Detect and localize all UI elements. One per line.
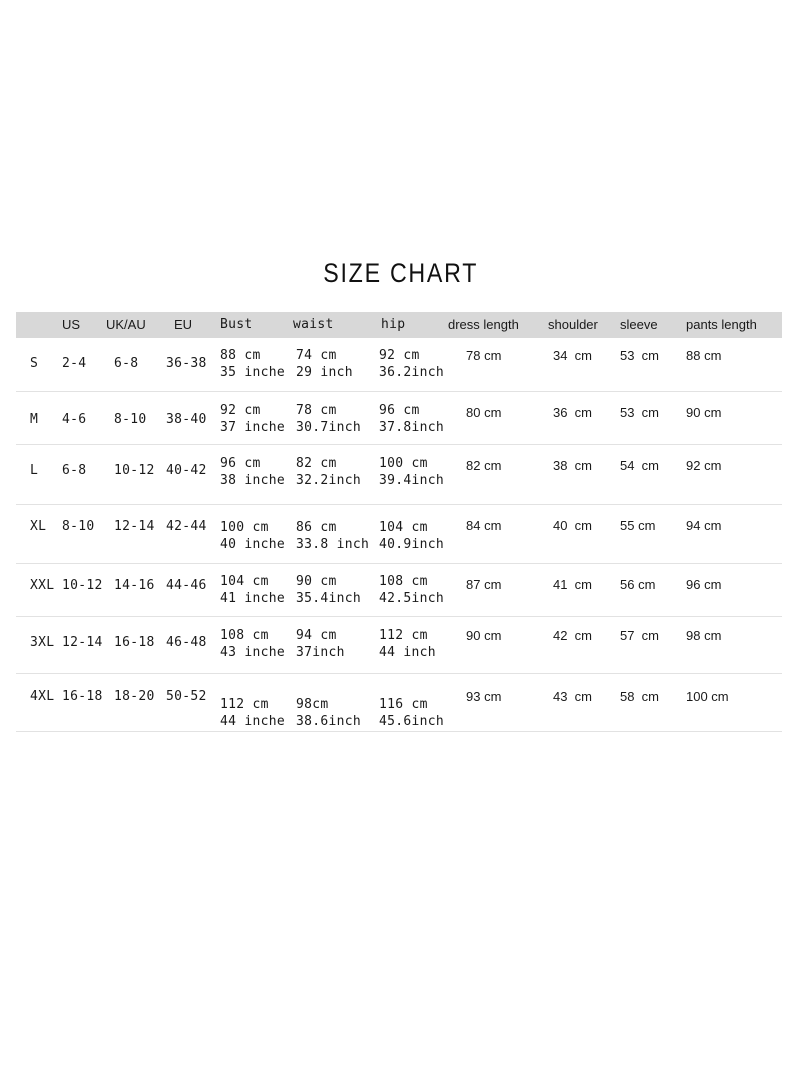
waist-inch-cell: 30.7inch — [296, 420, 362, 435]
bust-cm-cell: 88 cm — [220, 348, 261, 363]
bust-cm-cell: 104 cm — [220, 574, 269, 589]
eu-size-cell: 46-48 — [166, 635, 207, 650]
ukau-size-cell: 16-18 — [114, 635, 155, 650]
dress-length-cell: 93 cm — [466, 689, 502, 704]
bust-inch-cell: 40 inche — [220, 537, 286, 552]
bust-cm-cell: 108 cm — [220, 628, 269, 643]
eu-size-cell: 44-46 — [166, 578, 207, 593]
sleeve-cell: 56 cm — [620, 577, 656, 592]
eu-size-cell: 38-40 — [166, 412, 207, 427]
table-row — [16, 564, 782, 617]
ukau-size-cell: 18-20 — [114, 689, 155, 704]
us-size-cell: 12-14 — [62, 635, 103, 650]
pants-length-cell: 96 cm — [686, 577, 722, 592]
size-label-cell: 4XL — [30, 689, 55, 704]
dress-length-cell: 78 cm — [466, 348, 502, 363]
waist-cm-cell: 94 cm — [296, 628, 337, 643]
hip-inch-cell: 40.9inch — [379, 537, 445, 552]
waist-cm-cell: 98cm — [296, 697, 329, 712]
hip-inch-cell: 37.8inch — [379, 420, 445, 435]
waist-cm-cell: 78 cm — [296, 403, 337, 418]
hip-cm-cell: 108 cm — [379, 574, 428, 589]
table-header-row — [16, 312, 782, 338]
waist-inch-cell: 37inch — [296, 645, 345, 660]
us-size-cell: 8-10 — [62, 519, 95, 534]
bust-inch-cell: 37 inche — [220, 420, 286, 435]
shoulder-cell: 34 cm — [553, 348, 593, 363]
pants-length-cell: 98 cm — [686, 628, 722, 643]
bust-cm-cell: 92 cm — [220, 403, 261, 418]
size-chart-table — [16, 312, 782, 732]
dress-length-cell: 87 cm — [466, 577, 502, 592]
waist-inch-cell: 38.6inch — [296, 714, 362, 729]
sleeve-cell: 53 cm — [620, 405, 660, 420]
page-title: SIZE CHART — [323, 258, 479, 288]
hip-cm-cell: 104 cm — [379, 520, 428, 535]
shoulder-cell: 43 cm — [553, 689, 593, 704]
table-row — [16, 674, 782, 732]
table-row — [16, 505, 782, 564]
size-label-cell: XXL — [30, 578, 55, 593]
bust-inch-cell: 43 inche — [220, 645, 286, 660]
dress-length-column-header: dress length — [448, 317, 519, 332]
pants-length-cell: 92 cm — [686, 458, 722, 473]
dress-length-cell: 80 cm — [466, 405, 502, 420]
ukau-size-cell: 6-8 — [114, 356, 139, 371]
table-row — [16, 617, 782, 674]
us-size-cell: 6-8 — [62, 463, 87, 478]
waist-cm-cell: 86 cm — [296, 520, 337, 535]
hip-cm-cell: 96 cm — [379, 403, 420, 418]
ukau-size-cell: 8-10 — [114, 412, 147, 427]
sleeve-cell: 55 cm — [620, 518, 656, 533]
bust-inch-cell: 38 inche — [220, 473, 286, 488]
dress-length-cell: 82 cm — [466, 458, 502, 473]
sleeve-cell: 57 cm — [620, 628, 660, 643]
waist-inch-cell: 32.2inch — [296, 473, 362, 488]
bust-inch-cell: 41 inche — [220, 591, 286, 606]
hip-cm-cell: 100 cm — [379, 456, 428, 471]
row-divider — [16, 731, 782, 732]
size-label-cell: M — [30, 412, 39, 427]
pants-length-cell: 100 cm — [686, 689, 729, 704]
ukau-size-cell: 12-14 — [114, 519, 155, 534]
us-size-cell: 4-6 — [62, 412, 87, 427]
dress-length-cell: 90 cm — [466, 628, 502, 643]
eu-size-cell: 40-42 — [166, 463, 207, 478]
waist-cm-cell: 82 cm — [296, 456, 337, 471]
us-size-cell: 10-12 — [62, 578, 103, 593]
waist-cm-cell: 90 cm — [296, 574, 337, 589]
ukau-column-header: UK/AU — [106, 317, 146, 332]
hip-cm-cell: 92 cm — [379, 348, 420, 363]
eu-column-header: EU — [174, 317, 193, 332]
hip-inch-cell: 39.4inch — [379, 473, 445, 488]
hip-inch-cell: 45.6inch — [379, 714, 445, 729]
us-size-cell: 2-4 — [62, 356, 87, 371]
hip-cm-cell: 116 cm — [379, 697, 428, 712]
bust-cm-cell: 112 cm — [220, 697, 269, 712]
size-label-cell: S — [30, 356, 39, 371]
shoulder-cell: 36 cm — [553, 405, 593, 420]
eu-size-cell: 42-44 — [166, 519, 207, 534]
bust-inch-cell: 35 inche — [220, 365, 286, 380]
size-label-cell: 3XL — [30, 635, 55, 650]
sleeve-column-header: sleeve — [620, 317, 658, 332]
waist-inch-cell: 35.4inch — [296, 591, 362, 606]
pants-length-cell: 88 cm — [686, 348, 722, 363]
shoulder-cell: 41 cm — [553, 577, 593, 592]
shoulder-column-header: shoulder — [548, 317, 598, 332]
bust-column-header: Bust — [220, 317, 253, 332]
waist-inch-cell: 29 inch — [296, 365, 353, 380]
hip-cm-cell: 112 cm — [379, 628, 428, 643]
size-label-cell: L — [30, 463, 39, 478]
sleeve-cell: 54 cm — [620, 458, 660, 473]
bust-cm-cell: 100 cm — [220, 520, 269, 535]
eu-size-cell: 36-38 — [166, 356, 207, 371]
waist-column-header: waist — [293, 317, 334, 332]
table-row — [16, 392, 782, 445]
pants-length-cell: 94 cm — [686, 518, 722, 533]
bust-inch-cell: 44 inche — [220, 714, 286, 729]
sleeve-cell: 53 cm — [620, 348, 660, 363]
shoulder-cell: 40 cm — [553, 518, 593, 533]
table-row — [16, 445, 782, 505]
pants-length-column-header: pants length — [686, 317, 757, 332]
bust-cm-cell: 96 cm — [220, 456, 261, 471]
table-row — [16, 338, 782, 392]
hip-column-header: hip — [381, 317, 406, 332]
us-column-header: US — [62, 317, 81, 332]
waist-inch-cell: 33.8 inch — [296, 537, 370, 552]
eu-size-cell: 50-52 — [166, 689, 207, 704]
ukau-size-cell: 14-16 — [114, 578, 155, 593]
sleeve-cell: 58 cm — [620, 689, 660, 704]
shoulder-cell: 42 cm — [553, 628, 593, 643]
hip-inch-cell: 36.2inch — [379, 365, 445, 380]
ukau-size-cell: 10-12 — [114, 463, 155, 478]
dress-length-cell: 84 cm — [466, 518, 502, 533]
size-label-cell: XL — [30, 519, 47, 534]
pants-length-cell: 90 cm — [686, 405, 722, 420]
shoulder-cell: 38 cm — [553, 458, 593, 473]
us-size-cell: 16-18 — [62, 689, 103, 704]
hip-inch-cell: 44 inch — [379, 645, 436, 660]
waist-cm-cell: 74 cm — [296, 348, 337, 363]
hip-inch-cell: 42.5inch — [379, 591, 445, 606]
